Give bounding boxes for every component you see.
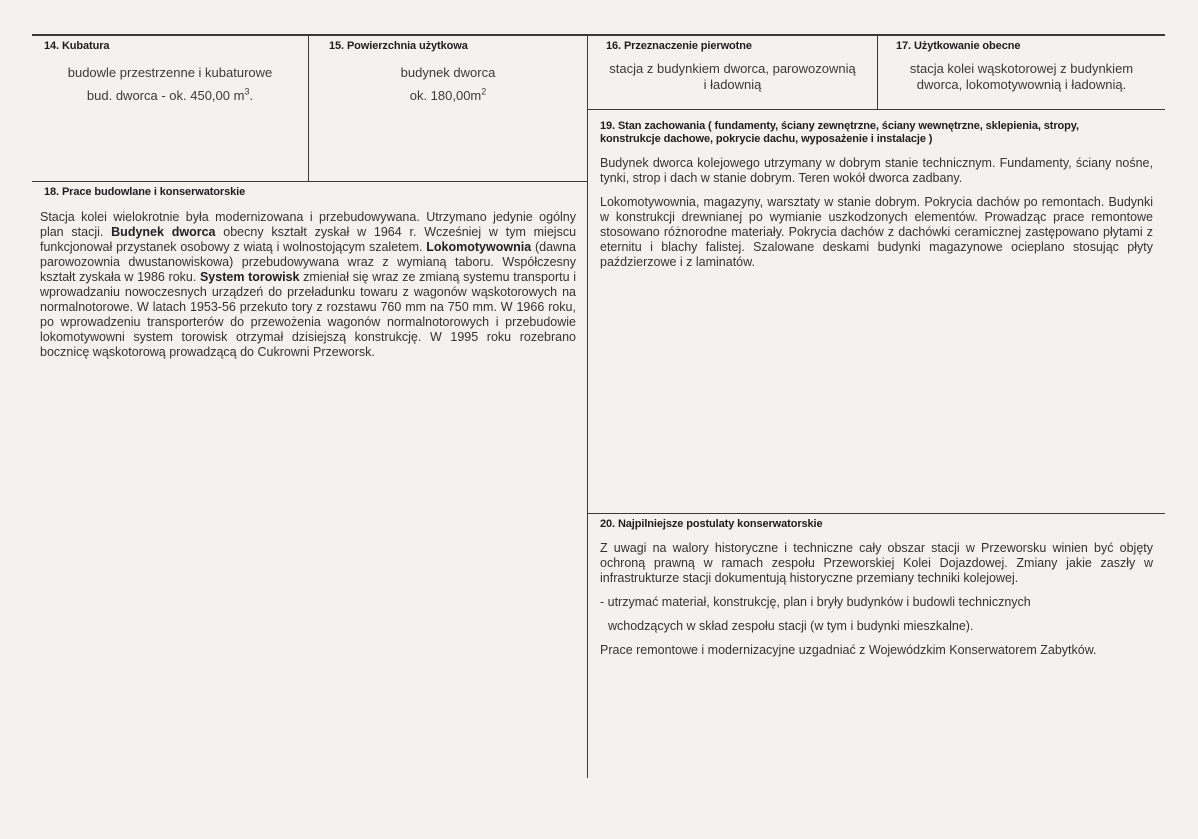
grid-line-top bbox=[32, 34, 1165, 36]
section-20-paragraph-1: Z uwagi na walory historyczne i techniczne cały obszar stacji w Przeworsku winien być objęty ochroną prawną w ramach zespołu Przeworskiej Kolei Dojazdowej. Zmiany jakie zaszły w infrastrukturze stacji dokumentują historyczne przemiany techniki kolejowej. bbox=[600, 541, 1153, 585]
section-18-heading: 18. Prace budowlane i konserwatorskie bbox=[44, 186, 246, 198]
section-17-heading: 17. Użytkowanie obecne bbox=[896, 40, 1021, 52]
section-16-line2: i ładownią bbox=[703, 77, 762, 92]
section-15-line1: budynek dworca bbox=[400, 65, 496, 80]
section-17-line2: dworca, lokomotywownią i ładownią. bbox=[916, 77, 1127, 92]
highlight-system-torowisk: System torowisk bbox=[199, 270, 300, 284]
grid-line-row-20 bbox=[588, 513, 1165, 514]
highlight-lokomotywownia: Lokomotywownia bbox=[426, 240, 532, 254]
section-19-paragraph-2: Lokomotywownia, magazyny, warsztaty w stanie dobrym. Pokrycia dachów po remontach. Budynki w konstrukcji drewnianej po wymianie uszkodzonych elementów. Prowadząc prace remontowe stosowano różnorodne materiały. Pokrycia dachów z dachówki ceramicznej zastępowano płytami z eternitu i blachy falistej. Szalowane deskami budynki magazynowe ocieplano stosując płyty paździerzowe i z laminatów. bbox=[600, 195, 1153, 269]
section-20-paragraph-2: - utrzymać materiał, konstrukcję, plan i bryły budynków i budowli technicznych bbox=[600, 595, 1031, 609]
section-16-heading: 16. Przeznaczenie pierwotne bbox=[606, 40, 752, 52]
section-20-heading: 20. Najpilniejsze postulaty konserwatorskie bbox=[600, 518, 823, 530]
section-19-paragraph-1: Budynek dworca kolejowego utrzymany w dobrym stanie technicznym. Fundamenty, ściany nośne, tynki, strop i dach w stanie dobrym. Teren wokół dworca zadbany. bbox=[600, 156, 1153, 185]
section-17-content bbox=[878, 61, 1165, 93]
section-15-powierzchnia bbox=[309, 38, 587, 105]
section-14-content bbox=[32, 63, 308, 105]
section-14-kubatura bbox=[32, 38, 308, 105]
section-14-heading: 14. Kubatura bbox=[44, 40, 110, 52]
section-15-line2: ok. $180,00m^2$ bbox=[409, 86, 487, 103]
section-17-line1: stacja kolei wąskotorowej z budynkiem bbox=[909, 61, 1134, 76]
section-15-heading: 15. Powierzchnia użytkowa bbox=[329, 40, 468, 52]
section-16-przeznaczenie bbox=[588, 38, 877, 93]
section-19-heading: 19. Stan zachowania ( fundamenty, ściany zewnętrzne, ściany wewnętrzne, sklepienia, stropy, konstrukcje dachowe, pokrycie dachu, wyposażenie i instalacje ) bbox=[600, 120, 1079, 145]
section-16-line1: stacja z budynkiem dworca, parowozownią bbox=[609, 61, 856, 76]
section-20-paragraph-4: Prace remontowe i modernizacyjne uzgadniać z Wojewódzkim Konserwatorem Zabytków. bbox=[600, 643, 1097, 657]
section-15-content bbox=[309, 63, 587, 105]
section-14-line1: budowle przestrzenne i kubaturowe bbox=[67, 65, 273, 80]
grid-line-row-18 bbox=[32, 181, 588, 182]
section-14-line2: bud. dworca - ok. 450,00 $m^3$. bbox=[86, 86, 254, 103]
section-17-uzytkowanie bbox=[878, 38, 1165, 93]
section-18-prace-budowlane bbox=[40, 186, 576, 360]
grid-line-v2 bbox=[587, 34, 588, 778]
section-16-content bbox=[588, 61, 877, 93]
section-19-stan-zachowania bbox=[600, 120, 1153, 270]
section-20-postulaty bbox=[600, 518, 1153, 658]
grid-line-row-16-17 bbox=[588, 109, 1165, 110]
section-18-text: Stacja kolei wielokrotnie była modernizowana i przebudowywana. Utrzymano jedynie ogólny plan stacji. Budynek dworca obecny kształt zyskał w 1964 r. Wcześniej w tym miejscu funkcjonował przystanek osobowy z wiatą i wolnostojącym szaletem. Lokomotywownia (dawna parowozownia dwustanowiskowa) przebudowywana wraz z wymianą taboru. Współczesny kształt zyskała w 1986 roku. System torowisk zmieniał się wraz ze zmianą systemu transportu i wprowadzaniu nowoczesnych urządzeń do przeładunku towaru z wagonów wąskotorowych na normalnotorowe. W latach 1953-56 przekuto tory z rozstawu 760 mm na 750 mm. W 1966 roku, po wprowadzeniu transporterów do przewożenia wagonów normalnotorowych i przebudowie lokomotywowni system torowisk otrzymał dzisiejszą konstrukcję. W 1995 roku rozebrano bocznicę wąskotorową prowadzącą do Cukrowni Przeworsk. bbox=[40, 210, 577, 359]
highlight-budynek-dworca: Budynek dworca bbox=[111, 225, 216, 239]
section-20-paragraph-3: wchodzących w skład zespołu stacji (w tym i budynki mieszkalne). bbox=[608, 619, 974, 633]
